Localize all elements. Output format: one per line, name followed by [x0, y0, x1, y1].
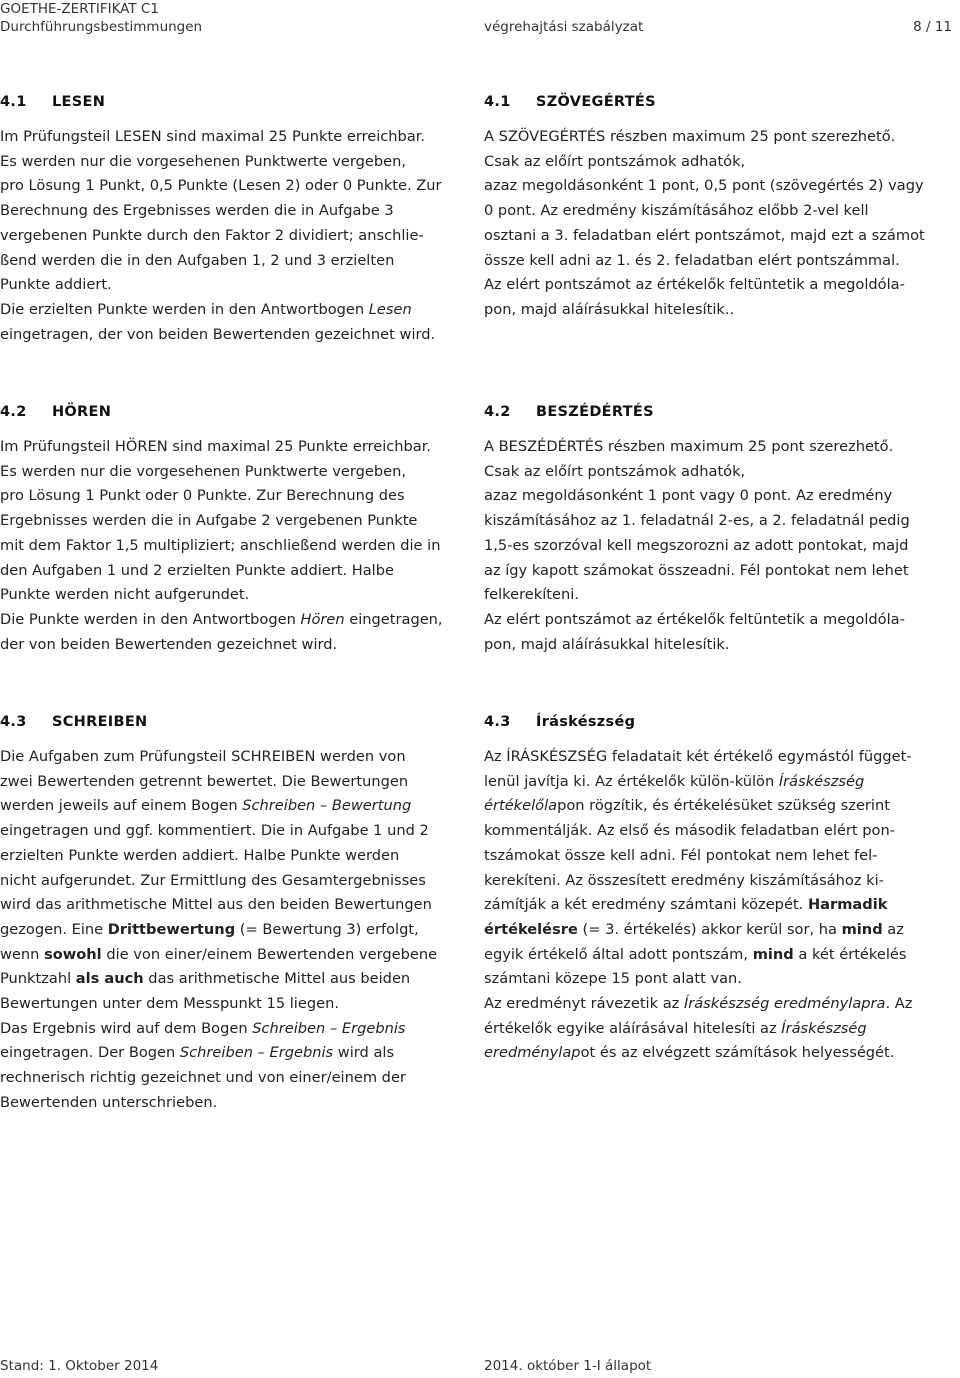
text-run: wird als — [333, 1044, 395, 1062]
section-schreiben — [0, 712, 460, 1116]
text-run: értékelőla — [484, 797, 558, 815]
text-run: eredménylap — [484, 1044, 581, 1062]
text-line: Csak az előírt pontszámok adhatók, — [484, 152, 746, 170]
text-line: kommentálják. Az első és második feladatban elért pon- — [484, 822, 895, 840]
section-body — [484, 125, 944, 323]
text-run: . Az — [885, 995, 913, 1013]
text-run: Schreiben – Bewertung — [242, 797, 412, 815]
text-run: lenül javítja ki. Az értékelők külön-külön — [484, 772, 779, 790]
section-body — [0, 435, 460, 657]
text-line — [0, 943, 460, 968]
text-line — [0, 967, 460, 992]
text-line: mit dem Faktor 1,5 multipliziert; anschließend werden die in — [0, 536, 441, 554]
text-line: kiszámításához az 1. feladatnál 2-es, a 2. feladatnál pedig — [484, 512, 910, 530]
section-heading — [0, 402, 460, 422]
text-line: Ergebnisses werden die in Aufgabe 2 vergebenen Punkte — [0, 512, 418, 530]
text-run: Az eredményt rávezetik az — [484, 995, 684, 1013]
text-run: Die erzielten Punkte werden in den Antwortbogen — [0, 300, 369, 318]
text-line: azaz megoldásonként 1 pont vagy 0 pont. Az eredmény — [484, 487, 893, 505]
text-run: Das Ergebnis wird auf dem Bogen — [0, 1019, 253, 1037]
text-line: 1,5-es szorzóval kell megszorozni az adott pontokat, majd — [484, 536, 909, 554]
text-run: egyik értékelő által adott pontszám, — [484, 945, 753, 963]
text-line: Berechnung des Ergebnisses werden die in Aufgabe 3 — [0, 202, 394, 220]
text-line: Bewertenden unterschrieben. — [0, 1093, 218, 1111]
text-line — [0, 1041, 460, 1066]
text-run: ot és az elvégzett számítások helyességét. — [580, 1044, 895, 1062]
section-title: SZÖVEGÉRTÉS — [536, 94, 656, 110]
text-run: Punktzahl — [0, 970, 76, 988]
text-run: pon rögzítik, és értékelésüket szükség szerint — [557, 797, 890, 815]
text-run: Íráskészség eredménylapra — [683, 995, 886, 1013]
text-line: rechnerisch richtig gezeichnet und von einer/einem der — [0, 1069, 406, 1087]
text-run: Íráskészség — [778, 772, 865, 790]
text-line: eingetragen, der von beiden Bewertenden gezeichnet wird. — [0, 325, 436, 343]
text-run: mind — [752, 945, 794, 963]
text-run: Schreiben – Ergebnis — [252, 1019, 406, 1037]
section-number: 4.3 — [484, 714, 511, 730]
text-line: Punkte addiert. — [0, 276, 112, 294]
text-run: mind — [841, 920, 883, 938]
section-body — [484, 435, 944, 657]
text-line — [484, 992, 944, 1017]
section-number: 4.2 — [0, 404, 27, 420]
text-line — [484, 1041, 944, 1066]
text-line: A BESZÉDÉRTÉS részben maximum 25 pont szerezhető. — [484, 438, 894, 455]
text-line: össze kell adni az 1. és 2. feladatban elért pontszámmal. — [484, 251, 900, 269]
text-line: tszámokat össze kell adni. Fél pontokat nem lehet fel- — [484, 846, 878, 864]
text-line: számtani közepe 15 pont alatt van. — [484, 970, 742, 988]
text-line: nicht aufgerundet. Zur Ermittlung des Gesamtergebnisses — [0, 871, 426, 889]
section-title: SCHREIBEN — [52, 714, 148, 730]
section-heading — [484, 92, 944, 112]
text-line — [484, 893, 944, 918]
section-body — [484, 745, 944, 1066]
text-line: A SZÖVEGÉRTÉS részben maximum 25 pont szerezhető. — [484, 128, 896, 145]
text-line — [0, 918, 460, 943]
text-run: Lesen — [368, 300, 412, 318]
doc-subtitle-hu: végrehajtási szabályzat — [484, 19, 644, 35]
text-run: die von einer/einem Bewertenden vergebene — [101, 945, 438, 963]
text-line: zwei Bewertenden getrennt bewertet. Die Bewertungen — [0, 772, 409, 790]
section-number: 4.1 — [0, 94, 27, 110]
text-run: wenn — [0, 945, 45, 963]
text-line: az így kapott számokat összeadni. Fél pontokat nem lehet — [484, 561, 909, 579]
text-run: Hören — [300, 610, 345, 628]
page-number: 8 / 11 — [913, 19, 952, 35]
text-run: Drittbewertung — [107, 920, 236, 938]
text-run: als auch — [75, 970, 144, 988]
text-run: eingetragen. Der Bogen — [0, 1044, 180, 1062]
text-line: Bewertungen unter dem Messpunkt 15 liegen. — [0, 995, 339, 1013]
section-heading — [0, 712, 460, 732]
section-number: 4.3 — [0, 714, 27, 730]
footer-date-de: Stand: 1. Oktober 2014 — [0, 1358, 159, 1374]
text-line — [484, 943, 944, 968]
text-run: (= Bewertung 3) erfolgt, — [235, 920, 419, 938]
text-line: wird das arithmetische Mittel aus den beiden Bewertungen — [0, 896, 432, 914]
section-number: 4.2 — [484, 404, 511, 420]
text-line: Es werden nur die vorgesehenen Punktwerte vergeben, — [0, 462, 407, 480]
section-lesen — [0, 92, 460, 347]
section-title: Íráskészség — [536, 714, 636, 730]
text-line: azaz megoldásonként 1 pont, 0,5 pont (szövegértés 2) vagy — [484, 177, 924, 195]
footer-date-hu: 2014. október 1-I állapot — [484, 1358, 652, 1374]
text-line — [0, 608, 460, 633]
section-heading — [484, 712, 944, 732]
text-run: Die Punkte werden in den Antwortbogen — [0, 610, 301, 628]
text-line — [484, 794, 944, 819]
text-line — [484, 1017, 944, 1042]
text-run: értékelésre — [484, 920, 578, 938]
text-run: werden jeweils auf einem Bogen — [0, 797, 243, 815]
section-heading — [484, 402, 944, 422]
text-run: az — [882, 920, 904, 938]
text-line: ßend werden die in den Aufgaben 1, 2 und 3 erzielten — [0, 251, 395, 269]
text-run: értékelők egyike aláírásával hitelesíti az — [484, 1019, 782, 1037]
text-run: a két értékelés — [793, 945, 907, 963]
text-run: Harmadik — [807, 896, 888, 914]
section-beszedertes — [484, 402, 944, 657]
doc-subtitle-de: Durchführungsbestimmungen — [0, 19, 203, 35]
text-line: vergebenen Punkte durch den Faktor 2 dividiert; anschlie- — [0, 226, 424, 244]
text-line — [0, 794, 460, 819]
text-run: Íráskészség — [781, 1019, 867, 1037]
text-run: (= 3. értékelés) akkor kerül sor, ha — [577, 920, 842, 938]
text-line: Im Prüfungsteil HÖREN sind maximal 25 Punkte erreichbar. — [0, 438, 432, 455]
section-horen — [0, 402, 460, 657]
text-line: eingetragen und ggf. kommentiert. Die in Aufgabe 1 und 2 — [0, 822, 429, 840]
section-title: LESEN — [52, 94, 106, 110]
doc-title: GOETHE-ZERTIFIKAT C1 — [0, 1, 159, 17]
text-line: erzielten Punkte werden addiert. Halbe Punkte werden — [0, 846, 400, 864]
text-line: osztani a 3. feladatban elért pontszámot, majd ezt a számot — [484, 226, 925, 244]
section-szovegertes — [484, 92, 944, 323]
text-run: zámítják a két eredmény számtani közepét. — [484, 896, 808, 914]
text-line — [484, 918, 944, 943]
text-line: Csak az előírt pontszámok adhatók, — [484, 462, 746, 480]
text-run: Schreiben – Ergebnis — [179, 1044, 334, 1062]
text-line — [484, 770, 944, 795]
text-line: Punkte werden nicht aufgerundet. — [0, 586, 250, 604]
text-run: das arithmetische Mittel aus beiden — [143, 970, 411, 988]
text-line: Az ÍRÁSKÉSZSÉG feladatait két értékelő egymástól függet- — [484, 748, 912, 765]
text-line: felkerekíteni. — [484, 586, 579, 604]
text-run: gezogen. Eine — [0, 920, 108, 938]
text-line — [0, 298, 460, 323]
text-line: Es werden nur die vorgesehenen Punktwerte vergeben, — [0, 152, 407, 170]
section-body — [0, 745, 460, 1116]
text-line: der von beiden Bewertenden gezeichnet wird. — [0, 635, 338, 653]
text-line: den Aufgaben 1 und 2 erzielten Punkte addiert. Halbe — [0, 561, 394, 579]
section-title: HÖREN — [52, 404, 112, 420]
text-line: Az elért pontszámot az értékelők feltüntetik a megoldóla- — [484, 610, 905, 628]
section-iraskeszseg — [484, 712, 944, 1066]
section-heading — [0, 92, 460, 112]
text-line: Az elért pontszámot az értékelők feltüntetik a megoldóla- — [484, 276, 905, 294]
text-line — [0, 1017, 460, 1042]
text-line: pon, majd aláírásukkal hitelesítik.. — [484, 300, 735, 318]
text-line: pro Lösung 1 Punkt, 0,5 Punkte (Lesen 2) oder 0 Punkte. Zur — [0, 177, 442, 195]
text-line: Die Aufgaben zum Prüfungsteil SCHREIBEN werden von — [0, 748, 406, 765]
text-line: 0 pont. Az eredmény kiszámításához előbb 2-vel kell — [484, 202, 869, 220]
section-title: BESZÉDÉRTÉS — [536, 404, 654, 420]
text-line: Im Prüfungsteil LESEN sind maximal 25 Punkte erreichbar. — [0, 128, 426, 145]
text-line: pon, majd aláírásukkal hitelesítik. — [484, 635, 730, 653]
text-line: kerekíteni. Az összesített eredmény kiszámításához ki- — [484, 871, 884, 889]
section-body — [0, 125, 460, 347]
text-line: pro Lösung 1 Punkt oder 0 Punkte. Zur Berechnung des — [0, 487, 405, 505]
section-number: 4.1 — [484, 94, 511, 110]
text-run: sowohl — [44, 945, 102, 963]
text-run: eingetragen, — [344, 610, 443, 628]
